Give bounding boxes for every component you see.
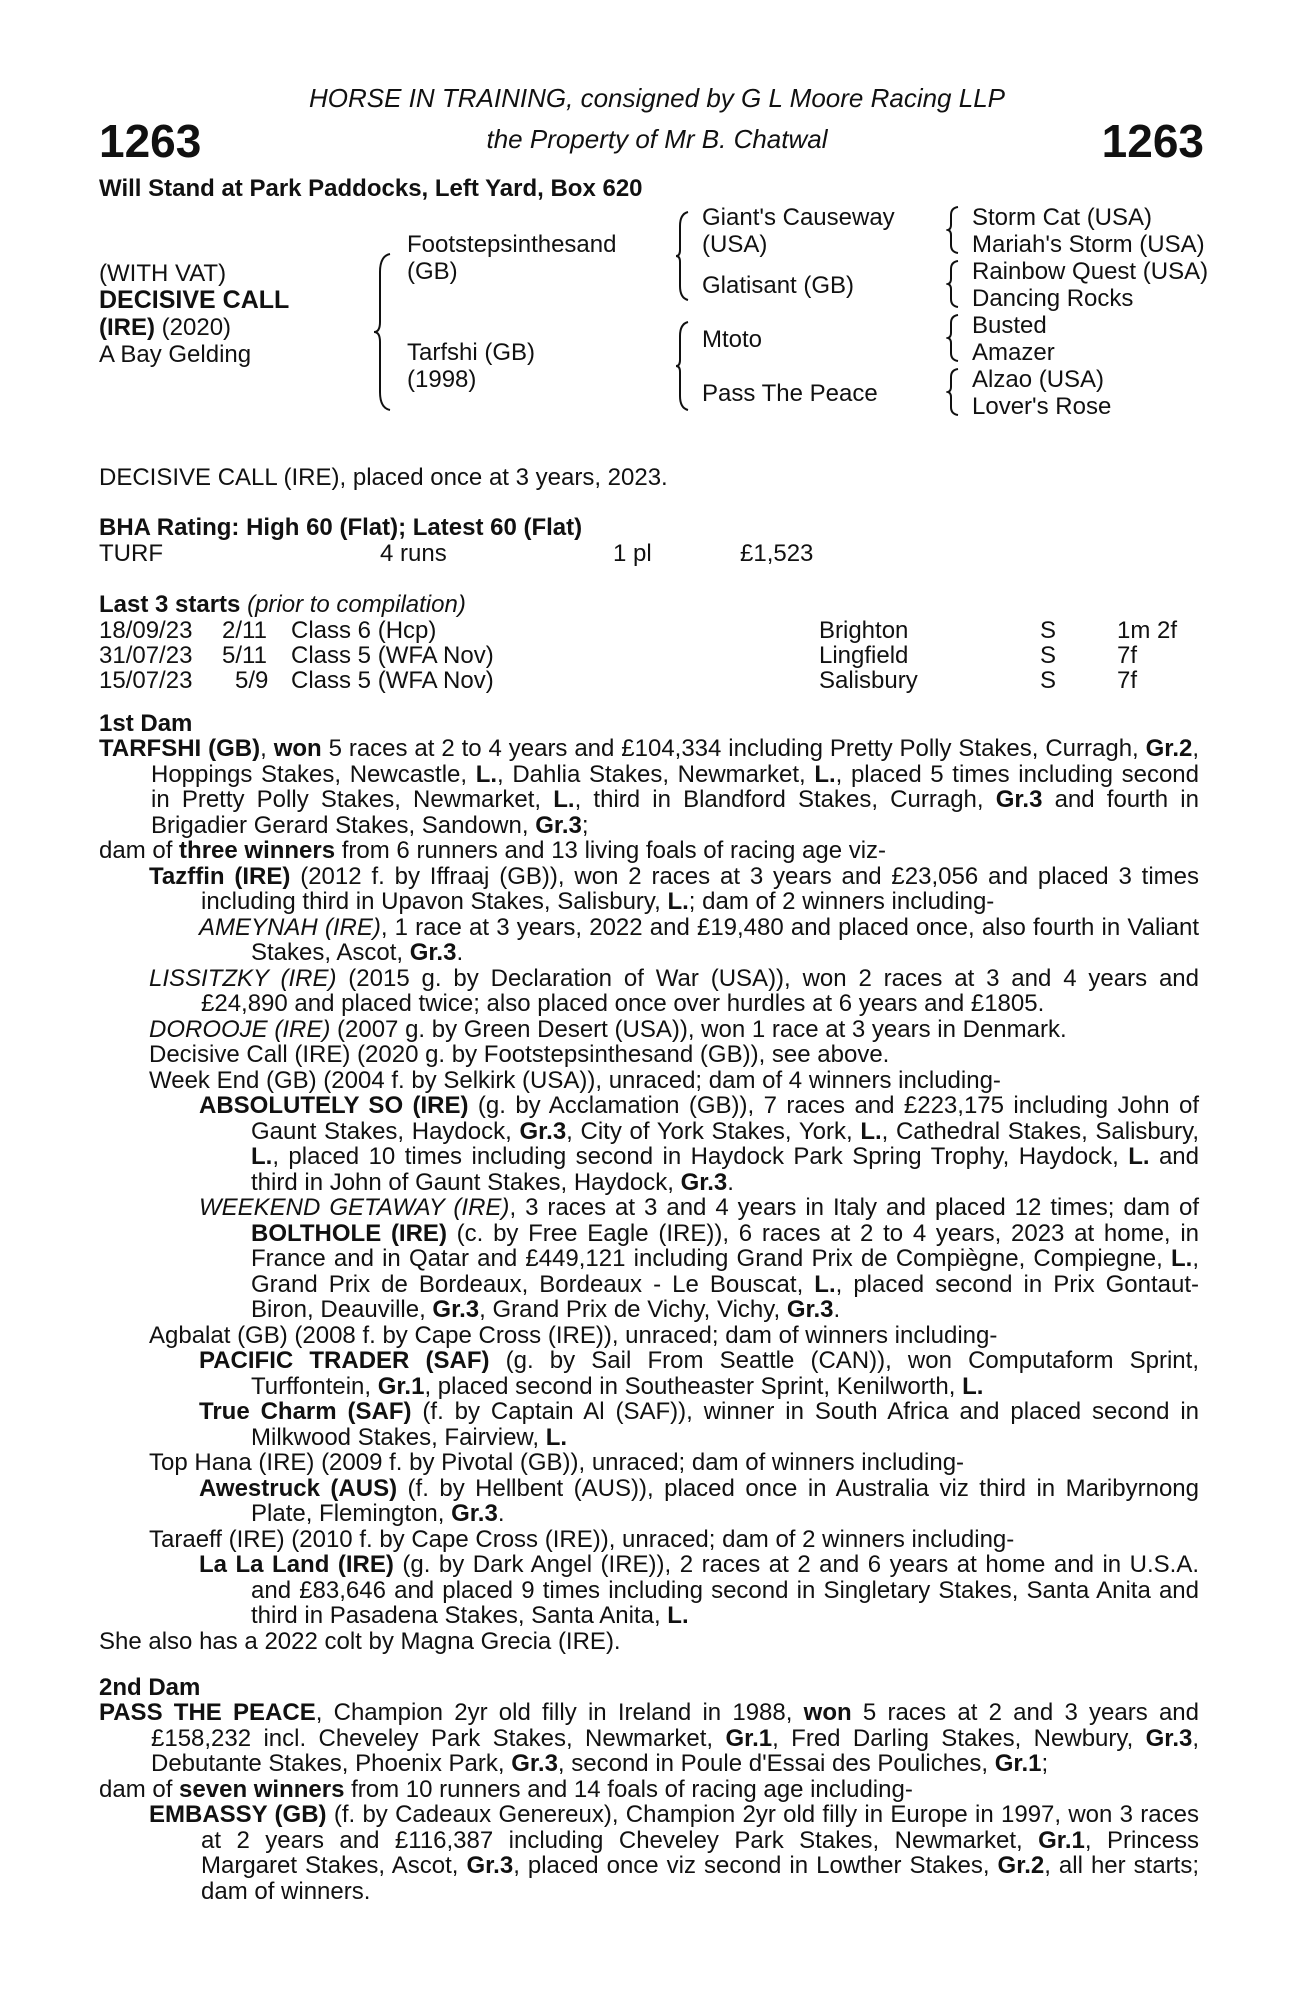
produce-decisive-call: Decisive Call (IRE) (2020 g. by Footstepsinthesand (GB)), see above.	[149, 1041, 890, 1068]
first-dam-heading: 1st Dam	[99, 710, 193, 737]
pedigree-brace-dam	[674, 320, 692, 412]
pedigree-dam-year: (1998)	[407, 366, 477, 393]
produce-tazffin: Tazffin (IRE) (2012 f. by Iffraaj (GB)), won 2 races at 3 years and £23,056 and placed 3 times including third in Upavon Stakes, Salisbury, L.; dam of 2 winners including-	[149, 862, 1199, 915]
dam2-produce: dam of seven winners from 10 runners and 14 foals of racing age including-	[99, 1775, 913, 1803]
pedigree-g3-2: Mariah's Storm (USA)	[972, 231, 1205, 258]
vat-note: (WITH VAT)	[99, 260, 227, 287]
pedigree-dam: Tarfshi (GB)	[407, 339, 536, 366]
produce-taraeff: Taraeff (IRE) (2010 f. by Cape Cross (IRE)), unraced; dam of 2 winners including-	[149, 1525, 1015, 1553]
produce-weekend-getaway: WEEKEND GETAWAY (IRE), 3 races at 3 and 4 years in Italy and placed 12 times; dam of BOLTHOLE (IRE) (c. by Free Eagle (IRE)), 6 races at 2 to 4 years, 2023 at home, in France and in Qatar and £449,121 including Grand Prix de Compiègne, Compiegne, L., Grand Prix de Bordeaux, Bordeaux - Le Bouscat, L., placed second in Prix Gontaut-Biron, Deauville, Gr.3, Grand Prix de Vichy, Vichy, Gr.3.	[199, 1194, 1200, 1323]
last-starts-heading: Last 3 starts (prior to compilation)	[99, 591, 466, 618]
produce-absolutely-so: ABSOLUTELY SO (IRE) (g. by Acclamation (GB)), 7 races and £223,175 including John of Gaunt Stakes, Haydock, Gr.3, City of York Stakes, York, L., Cathedral Stakes, Salisbury, L., placed 10 times including second in Haydock Park Spring Trophy, Haydock, L. and third in John of Gaunt Stakes, Haydock, Gr.3.	[199, 1092, 1200, 1196]
produce-pacific-trader: PACIFIC TRADER (SAF) (g. by Sail From Seattle (CAN)), won Computaform Sprint, Turffontein, Gr.1, placed second in Southeaster Sprint, Kenilworth, L.	[199, 1347, 1199, 1400]
pedigree-sire-sire: Giant's Causeway	[702, 204, 895, 231]
produce-agbalat: Agbalat (GB) (2008 f. by Cape Cross (IRE)), unraced; dam of winners including-	[149, 1321, 998, 1349]
produce-ameynah: AMEYNAH (IRE), 1 race at 3 years, 2022 and £19,480 and placed once, also fourth in Valiant Stakes, Ascot, Gr.3.	[199, 913, 1199, 966]
horse-suffix: (IRE)	[99, 314, 155, 341]
dam2-record: PASS THE PEACE, Champion 2yr old filly in Ireland in 1988, won 5 races at 2 and 3 years and £158,232 incl. Cheveley Park Stakes, Newmarket, Gr.1, Fred Darling Stakes, Newbury, Gr.3, Debutante Stakes, Phoenix Park, Gr.3, second in Poule d'Essai des Pouliches, Gr.1;	[99, 1699, 1200, 1777]
horse-name: DECISIVE CALL	[99, 286, 290, 314]
bha-rating: BHA Rating: High 60 (Flat); Latest 60 (Flat)	[99, 514, 583, 541]
pedigree-brace-g3-1	[946, 205, 960, 255]
produce-2022-colt: She also has a 2022 colt by Magna Grecia (IRE).	[99, 1627, 621, 1655]
pedigree-brace-g3-2	[946, 259, 960, 309]
produce-la-la-land: La La Land (IRE) (g. by Dark Angel (IRE)), 2 races at 2 and 6 years at home and in U.S.A. and £83,646 and placed 9 times including second in Singletary Stakes, Santa Anita and third in Pasadena Stakes, Santa Anita, L.	[199, 1551, 1199, 1629]
pedigree-g3-7: Alzao (USA)	[972, 366, 1105, 393]
consignor-line: HORSE IN TRAINING, consigned by G L Moore Racing LLP	[308, 83, 1006, 113]
pedigree-dam-dam: Pass The Peace	[702, 380, 878, 407]
second-dam-text	[99, 1700, 1199, 1904]
pedigree-g3-3: Rainbow Quest (USA)	[972, 258, 1209, 285]
pedigree-sire-dam: Glatisant (GB)	[702, 272, 855, 299]
pedigree-dam-sire: Mtoto	[702, 326, 763, 353]
pedigree-sire-sire-country: (USA)	[702, 231, 768, 258]
horse-description: A Bay Gelding	[99, 341, 252, 368]
pedigree-g3-6: Amazer	[972, 339, 1055, 366]
dam1-produce: dam of three winners from 6 runners and 13 living foals of racing age viz-	[99, 837, 887, 864]
produce-lissitzky: LISSITZKY (IRE) (2015 g. by Declaration of War (USA)), won 2 races at 3 and 4 years and £24,890 and placed twice; also placed once over hurdles at 6 years and £1805.	[149, 964, 1199, 1017]
pedigree-sire-country: (GB)	[407, 258, 458, 285]
horse-identity	[99, 260, 289, 368]
stand-location: Will Stand at Park Paddocks, Left Yard, Box 620	[99, 175, 643, 202]
produce-embassy: EMBASSY (GB) (f. by Cadeaux Genereux), Champion 2yr old filly in Europe in 1997, won 3 races at 2 years and £116,387 including Cheveley Park Stakes, Newmarket, Gr.1, Princess Margaret Stakes, Ascot, Gr.3, placed once viz second in Lowther Stakes, Gr.2, all her starts; dam of winners.	[149, 1801, 1199, 1905]
rating-placed: 1 pl	[613, 540, 652, 567]
pedigree-brace-g3-3	[946, 313, 960, 363]
pedigree-sire: Footstepsinthesand	[407, 231, 617, 258]
horse-year: (2020)	[155, 314, 232, 341]
lot-number-right: 1263	[1101, 115, 1204, 167]
lot-number-left: 1263	[99, 115, 202, 167]
pedigree-brace-g3-4	[946, 367, 960, 417]
produce-top-hana: Top Hana (IRE) (2009 f. by Pivotal (GB)), unraced; dam of winners including-	[149, 1449, 965, 1476]
second-dam-heading: 2nd Dam	[99, 1674, 201, 1701]
pedigree-g3-8: Lover's Rose	[972, 393, 1112, 420]
produce-doorooje: DOROOJE (IRE) (2007 g. by Green Desert (USA)), won 1 race at 3 years in Denmark.	[149, 1015, 1067, 1043]
rating-earnings: £1,523	[740, 540, 814, 567]
produce-week-end: Week End (GB) (2004 f. by Selkirk (USA)), unraced; dam of 4 winners including-	[149, 1066, 1001, 1094]
pedigree-brace-sire	[674, 210, 692, 302]
race-summary: DECISIVE CALL (IRE), placed once at 3 years, 2023.	[99, 464, 668, 491]
pedigree-g3-1: Storm Cat (USA)	[972, 204, 1153, 231]
produce-awestruck: Awestruck (AUS) (f. by Hellbent (AUS)), placed once in Australia viz third in Maribyrnong Plate, Flemington, Gr.3.	[199, 1474, 1199, 1527]
first-dam-text	[99, 736, 1199, 1654]
pedigree-g3-5: Busted	[972, 312, 1047, 339]
rating-runs: 4 runs	[380, 540, 447, 567]
pedigree-g3-4: Dancing Rocks	[972, 285, 1134, 312]
produce-true-charm: True Charm (SAF) (f. by Captain Al (SAF)), winner in South Africa and placed second in Milkwood Stakes, Fairview, L.	[199, 1398, 1200, 1451]
rating-surface: TURF	[99, 540, 163, 567]
property-line: the Property of Mr B. Chatwal	[486, 124, 828, 154]
dam1-record: TARFSHI (GB), won 5 races at 2 to 4 years and £104,334 including Pretty Polly Stakes, Curragh, Gr.2, Hoppings Stakes, Newcastle, L., Dahlia Stakes, Newmarket, L., placed 5 times including second in Pretty Polly Stakes, Newmarket, L., third in Blandford Stakes, Curragh, Gr.3 and fourth in Brigadier Gerard Stakes, Sandown, Gr.3;	[99, 735, 1200, 839]
pedigree-brace-main	[372, 252, 394, 412]
